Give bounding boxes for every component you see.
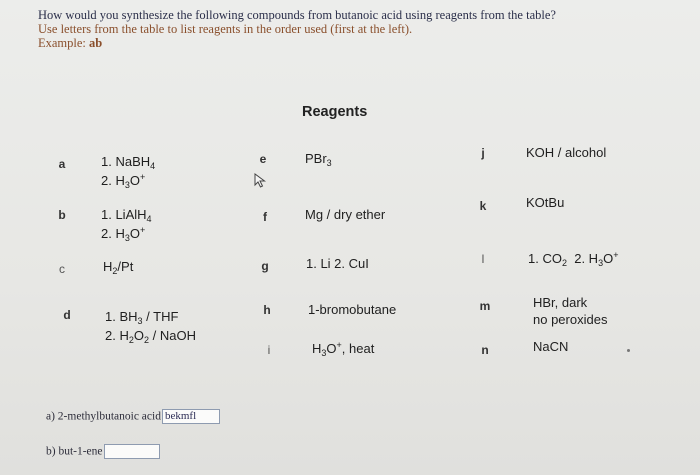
mouse-pointer-icon	[254, 173, 268, 189]
letter-e: e	[259, 152, 267, 166]
letter-c: c	[59, 262, 65, 276]
reagent-h: 1-bromobutane	[308, 302, 397, 317]
reagent-n: NaCN	[533, 339, 569, 354]
letter-h: h	[263, 303, 271, 317]
example-line: Example: ab	[38, 36, 103, 50]
letter-k: k	[479, 199, 487, 213]
letter-l: l	[481, 252, 485, 266]
answer-label-b: b) but-1-ene	[46, 445, 103, 458]
question-line: How would you synthesize the following compounds from butanoic acid using reagents from the table?	[38, 8, 556, 22]
reagent-e: PBr$_3$	[305, 151, 332, 168]
reagent-j: KOH / alcohol	[526, 145, 607, 160]
answer-row-b	[46, 444, 160, 459]
answer-input-b[interactable]	[104, 444, 160, 459]
instruction-line: Use letters from the table to list reagents in the order used (first at the left).	[38, 22, 413, 36]
reagent-k: KOtBu	[526, 195, 565, 210]
letter-d: d	[63, 308, 71, 322]
letter-b: b	[58, 208, 66, 222]
letter-f: f	[263, 210, 267, 224]
reagent-l: 1. $CO_2$ 2. $H_3O^+$	[528, 250, 619, 268]
reagent-b: 1. LiAlH$_4$ 2. $H_3O^+$	[101, 207, 152, 243]
reagent-g: 1. Li 2. CuI	[306, 256, 369, 271]
letter-n: n	[481, 343, 489, 357]
answer-input-a[interactable]: bekmfl	[162, 409, 220, 424]
reagent-c: $H_2/Pt$	[103, 259, 134, 276]
reagent-i: $H_3O^+$, heat	[312, 340, 375, 358]
stray-dot	[627, 349, 630, 352]
question-text	[38, 8, 678, 50]
answer-label-a: a) 2-methylbutanoic acid	[46, 410, 161, 423]
reagent-m: HBr, dark no peroxides	[533, 295, 608, 327]
letter-i: i	[267, 343, 271, 357]
reagents-title: Reagents	[302, 104, 368, 120]
letter-g: g	[261, 259, 269, 273]
letter-j: j	[481, 146, 485, 160]
reagent-f: Mg / dry ether	[305, 207, 386, 222]
letter-a: a	[58, 157, 66, 171]
answer-row-a	[46, 409, 220, 424]
letter-m: m	[479, 299, 491, 313]
reagent-d: 1. $BH_3$ / THF 2. $H_2O_2$ / NaOH	[105, 309, 196, 345]
reagent-a: 1. NaBH$_4$ 2. $H_3O^+$	[101, 154, 156, 190]
